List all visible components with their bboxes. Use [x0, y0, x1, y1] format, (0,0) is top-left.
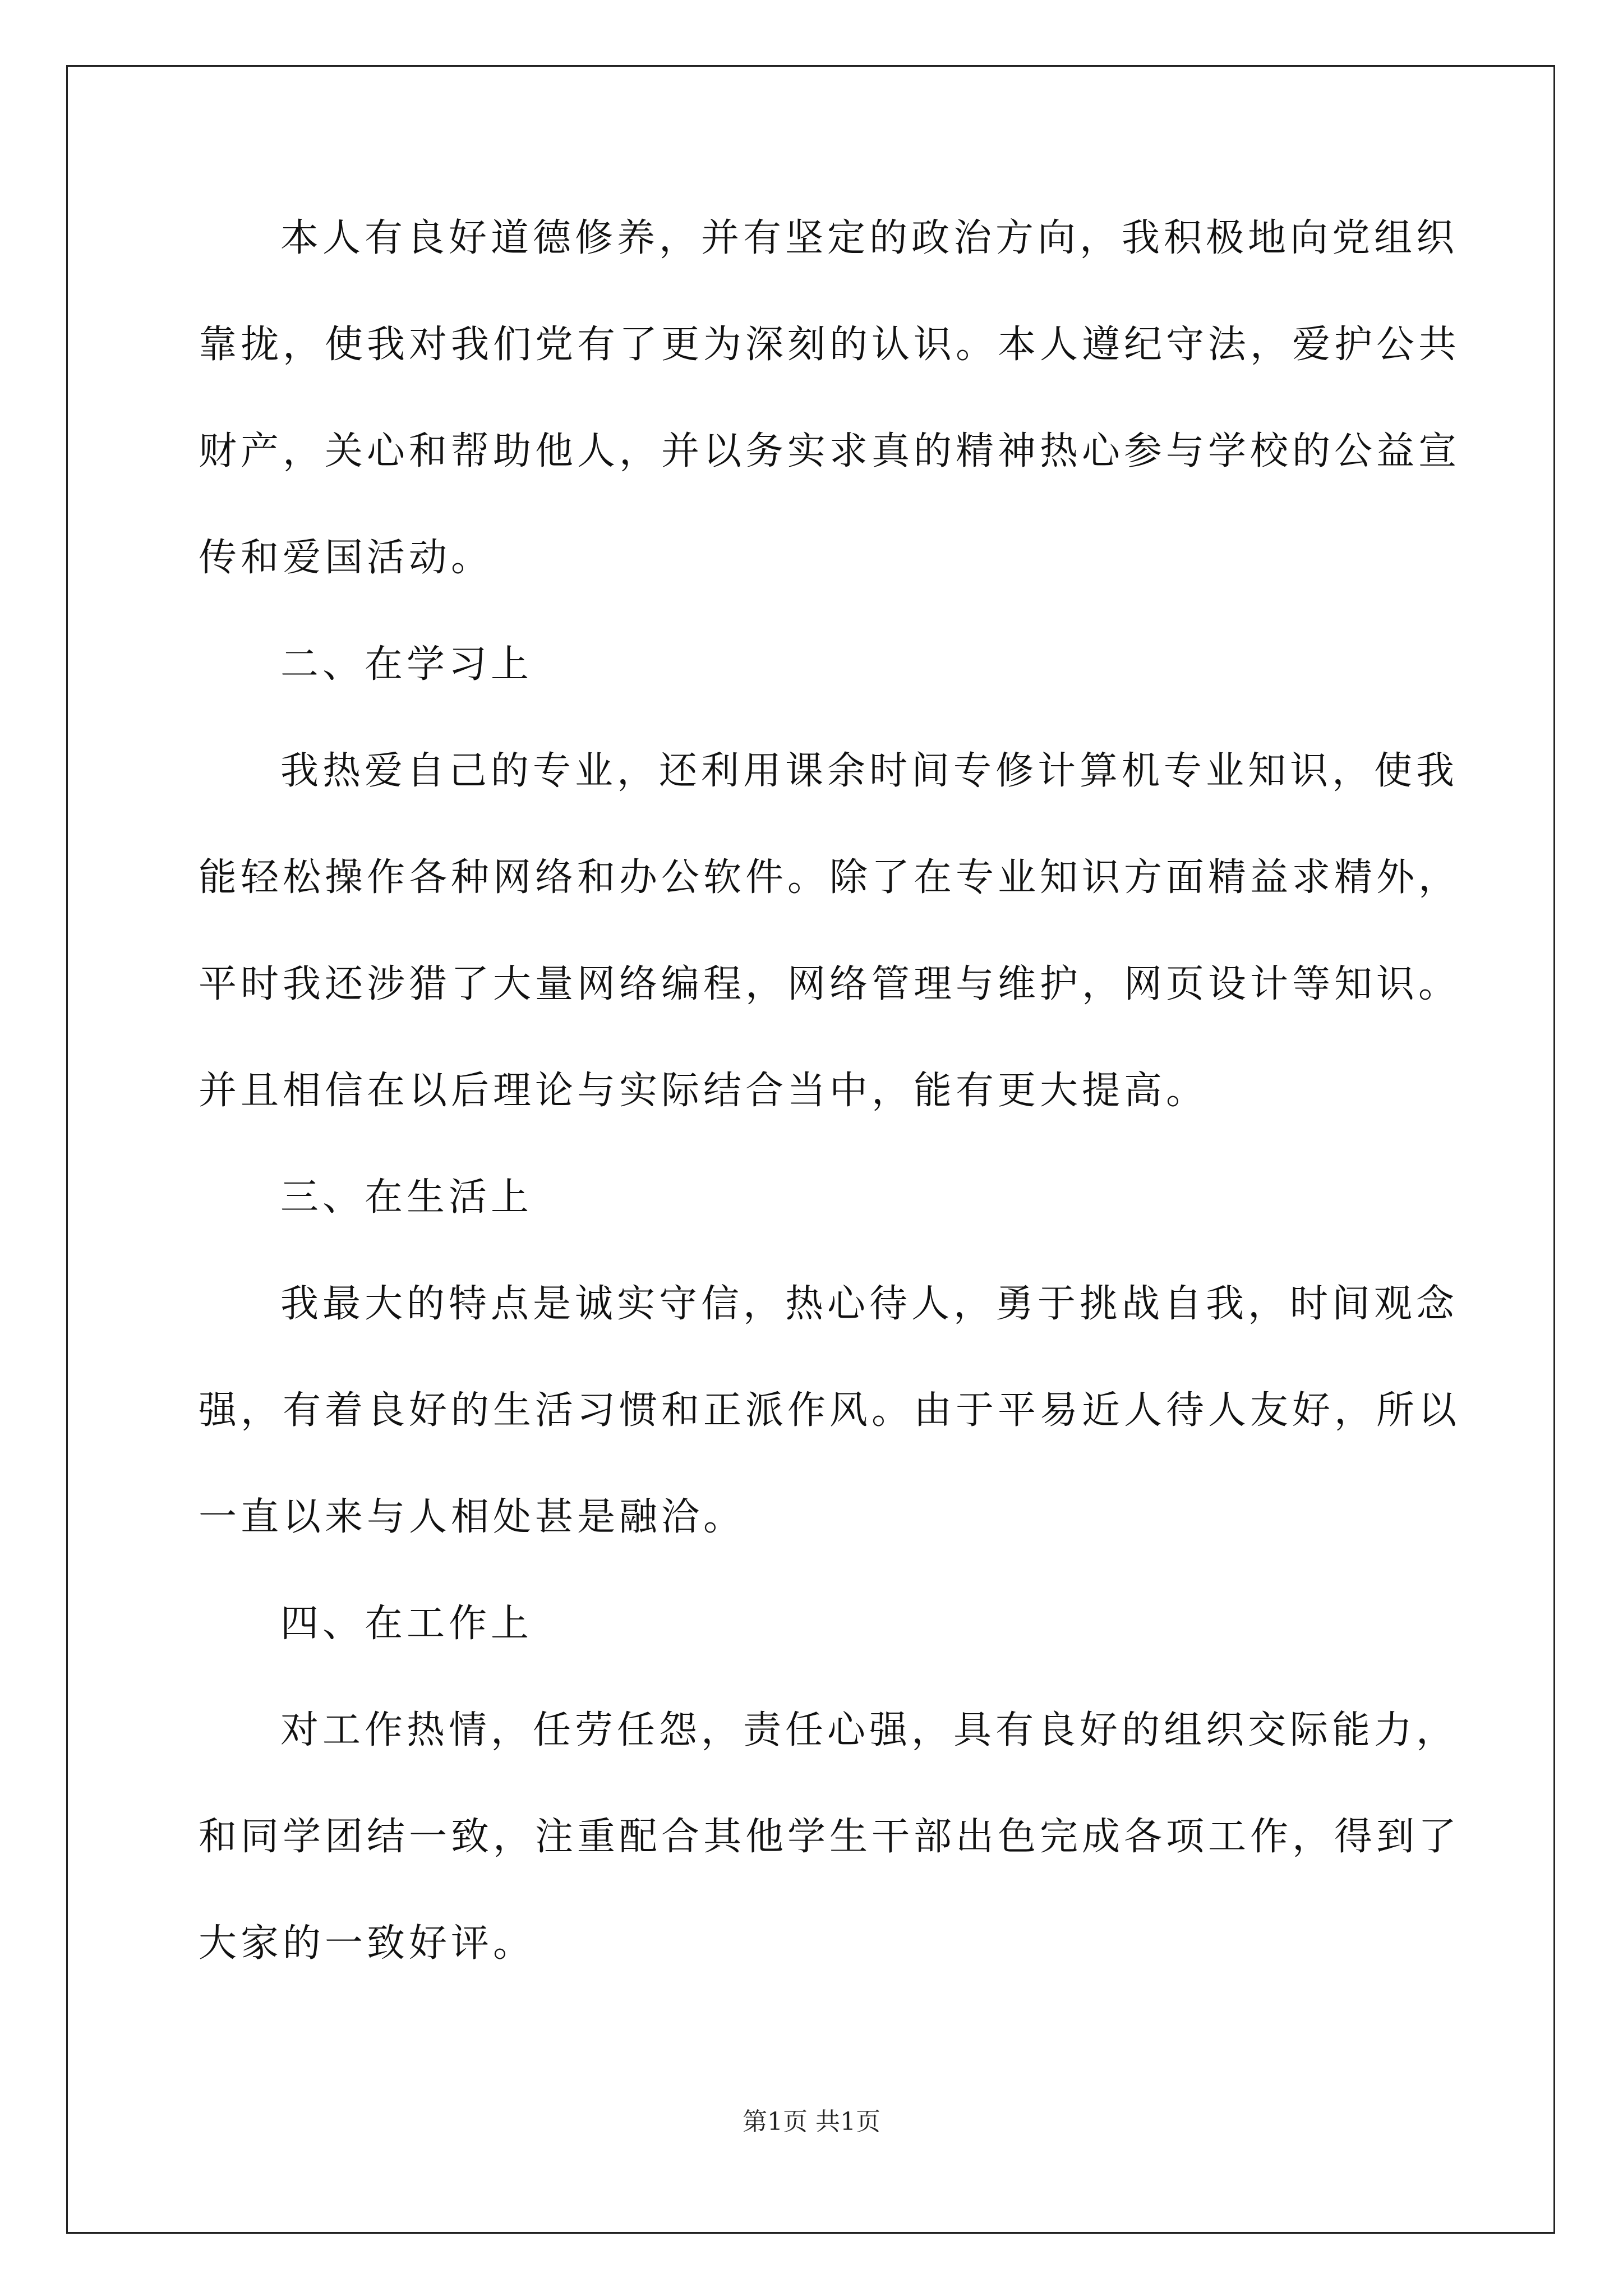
paragraph-1-line-3: 财产，关心和帮助他人，并以务实求真的精神热心参与学校的公益宣 — [199, 429, 1461, 473]
page-border — [66, 65, 1555, 2234]
paragraph-4-line-2: 和同学团结一致，注重配合其他学生干部出色完成各项工作，得到了 — [199, 1815, 1461, 1859]
paragraph-2-line-2: 能轻松操作各种网络和办公软件。除了在专业知识方面精益求精外， — [199, 855, 1461, 900]
section-heading-life: 三、在生活上 — [280, 1175, 533, 1220]
section-heading-study: 二、在学习上 — [280, 642, 533, 687]
paragraph-2-line-1: 我热爱自己的专业，还利用课余时间专修计算机专业知识，使我 — [280, 749, 1459, 793]
paragraph-4-line-1: 对工作热情，任劳任怨，责任心强，具有良好的组织交际能力， — [280, 1708, 1459, 1752]
paragraph-1-line-1: 本人有良好道德修养，并有坚定的政治方向，我积极地向党组织 — [280, 216, 1459, 260]
paragraph-4-line-3: 大家的一致好评。 — [199, 1921, 536, 1966]
paragraph-1-line-4: 传和爱国活动。 — [199, 536, 494, 580]
paragraph-3-line-3: 一直以来与人相处甚是融洽。 — [199, 1495, 746, 1539]
paragraph-2-line-3: 平时我还涉猎了大量网络编程，网络管理与维护，网页设计等知识。 — [199, 962, 1461, 1006]
paragraph-3-line-1: 我最大的特点是诚实守信，热心待人，勇于挑战自我，时间观念 — [280, 1282, 1459, 1326]
page-footer: 第1页 共1页 — [743, 2108, 880, 2136]
paragraph-2-line-4: 并且相信在以后理论与实际结合当中，能有更大提高。 — [199, 1069, 1209, 1113]
paragraph-3-line-2: 强，有着良好的生活习惯和正派作风。由于平易近人待人友好，所以 — [199, 1388, 1461, 1433]
paragraph-1-line-2: 靠拢，使我对我们党有了更为深刻的认识。本人遵纪守法，爱护公共 — [199, 323, 1461, 367]
section-heading-work: 四、在工作上 — [280, 1602, 533, 1646]
